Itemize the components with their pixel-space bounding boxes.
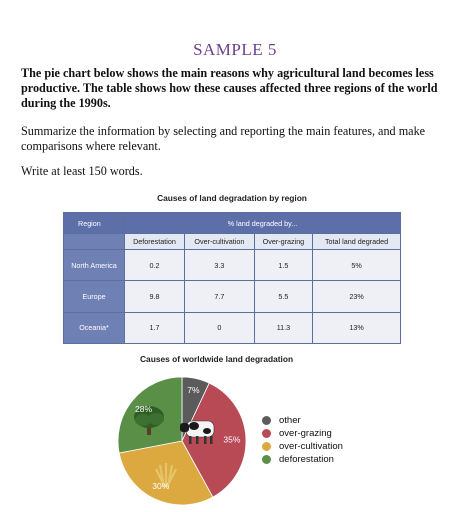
value-cell: 7.7 <box>184 281 254 312</box>
column-header: Deforestation <box>125 234 185 250</box>
legend-swatch <box>262 416 271 425</box>
pie-chart <box>114 373 250 509</box>
table-row <box>64 281 401 312</box>
column-header: Over-grazing <box>254 234 312 250</box>
value-cell: 23% <box>313 281 401 312</box>
slice-label: 35% <box>223 434 241 445</box>
region-header: Region <box>64 213 125 234</box>
pie-title: Causes of worldwide land degradation <box>140 354 294 364</box>
region-cell: Oceania* <box>64 312 125 343</box>
pie-legend <box>262 414 343 466</box>
legend-item <box>262 440 343 453</box>
legend-item <box>262 427 343 440</box>
value-cell: 1.7 <box>125 312 185 343</box>
legend-label: deforestation <box>279 454 334 465</box>
table-row <box>64 312 401 343</box>
value-cell: 1.5 <box>254 250 312 281</box>
task-instructions: Summarize the information by selecting and reporting the main features, and make comparisons where relevant. <box>21 124 426 153</box>
legend-swatch <box>262 455 271 464</box>
legend-label: over-grazing <box>279 428 332 439</box>
task-prompt: The pie chart below shows the main reasons why agricultural land becomes less productive. The table shows how these causes affected three regions of the world during the 1990s. <box>21 66 438 110</box>
group-header: % land degraded by... <box>125 213 401 234</box>
slice-label: 30% <box>152 481 170 492</box>
slice-label: 7% <box>187 384 200 395</box>
value-cell: 5% <box>313 250 401 281</box>
table-row <box>64 250 401 281</box>
legend-swatch <box>262 442 271 451</box>
degradation-table <box>63 212 401 344</box>
column-header: Total land degraded <box>313 234 401 250</box>
value-cell: 3.3 <box>184 250 254 281</box>
region-cell: North America <box>64 250 125 281</box>
legend-swatch <box>262 429 271 438</box>
value-cell: 5.5 <box>254 281 312 312</box>
legend-item <box>262 414 343 427</box>
value-cell: 0.2 <box>125 250 185 281</box>
table-title: Causes of land degradation by region <box>157 193 307 203</box>
legend-label: over-cultivation <box>279 441 343 452</box>
legend-label: other <box>279 415 301 426</box>
word-limit: Write at least 150 words. <box>21 164 143 178</box>
value-cell: 11.3 <box>254 312 312 343</box>
legend-item <box>262 453 343 466</box>
region-header-blank <box>64 234 125 250</box>
value-cell: 9.8 <box>125 281 185 312</box>
page-title: SAMPLE 5 <box>193 40 277 59</box>
value-cell: 13% <box>313 312 401 343</box>
column-header: Over-cultivation <box>184 234 254 250</box>
slice-label: 28% <box>135 404 153 415</box>
value-cell: 0 <box>184 312 254 343</box>
region-cell: Europe <box>64 281 125 312</box>
